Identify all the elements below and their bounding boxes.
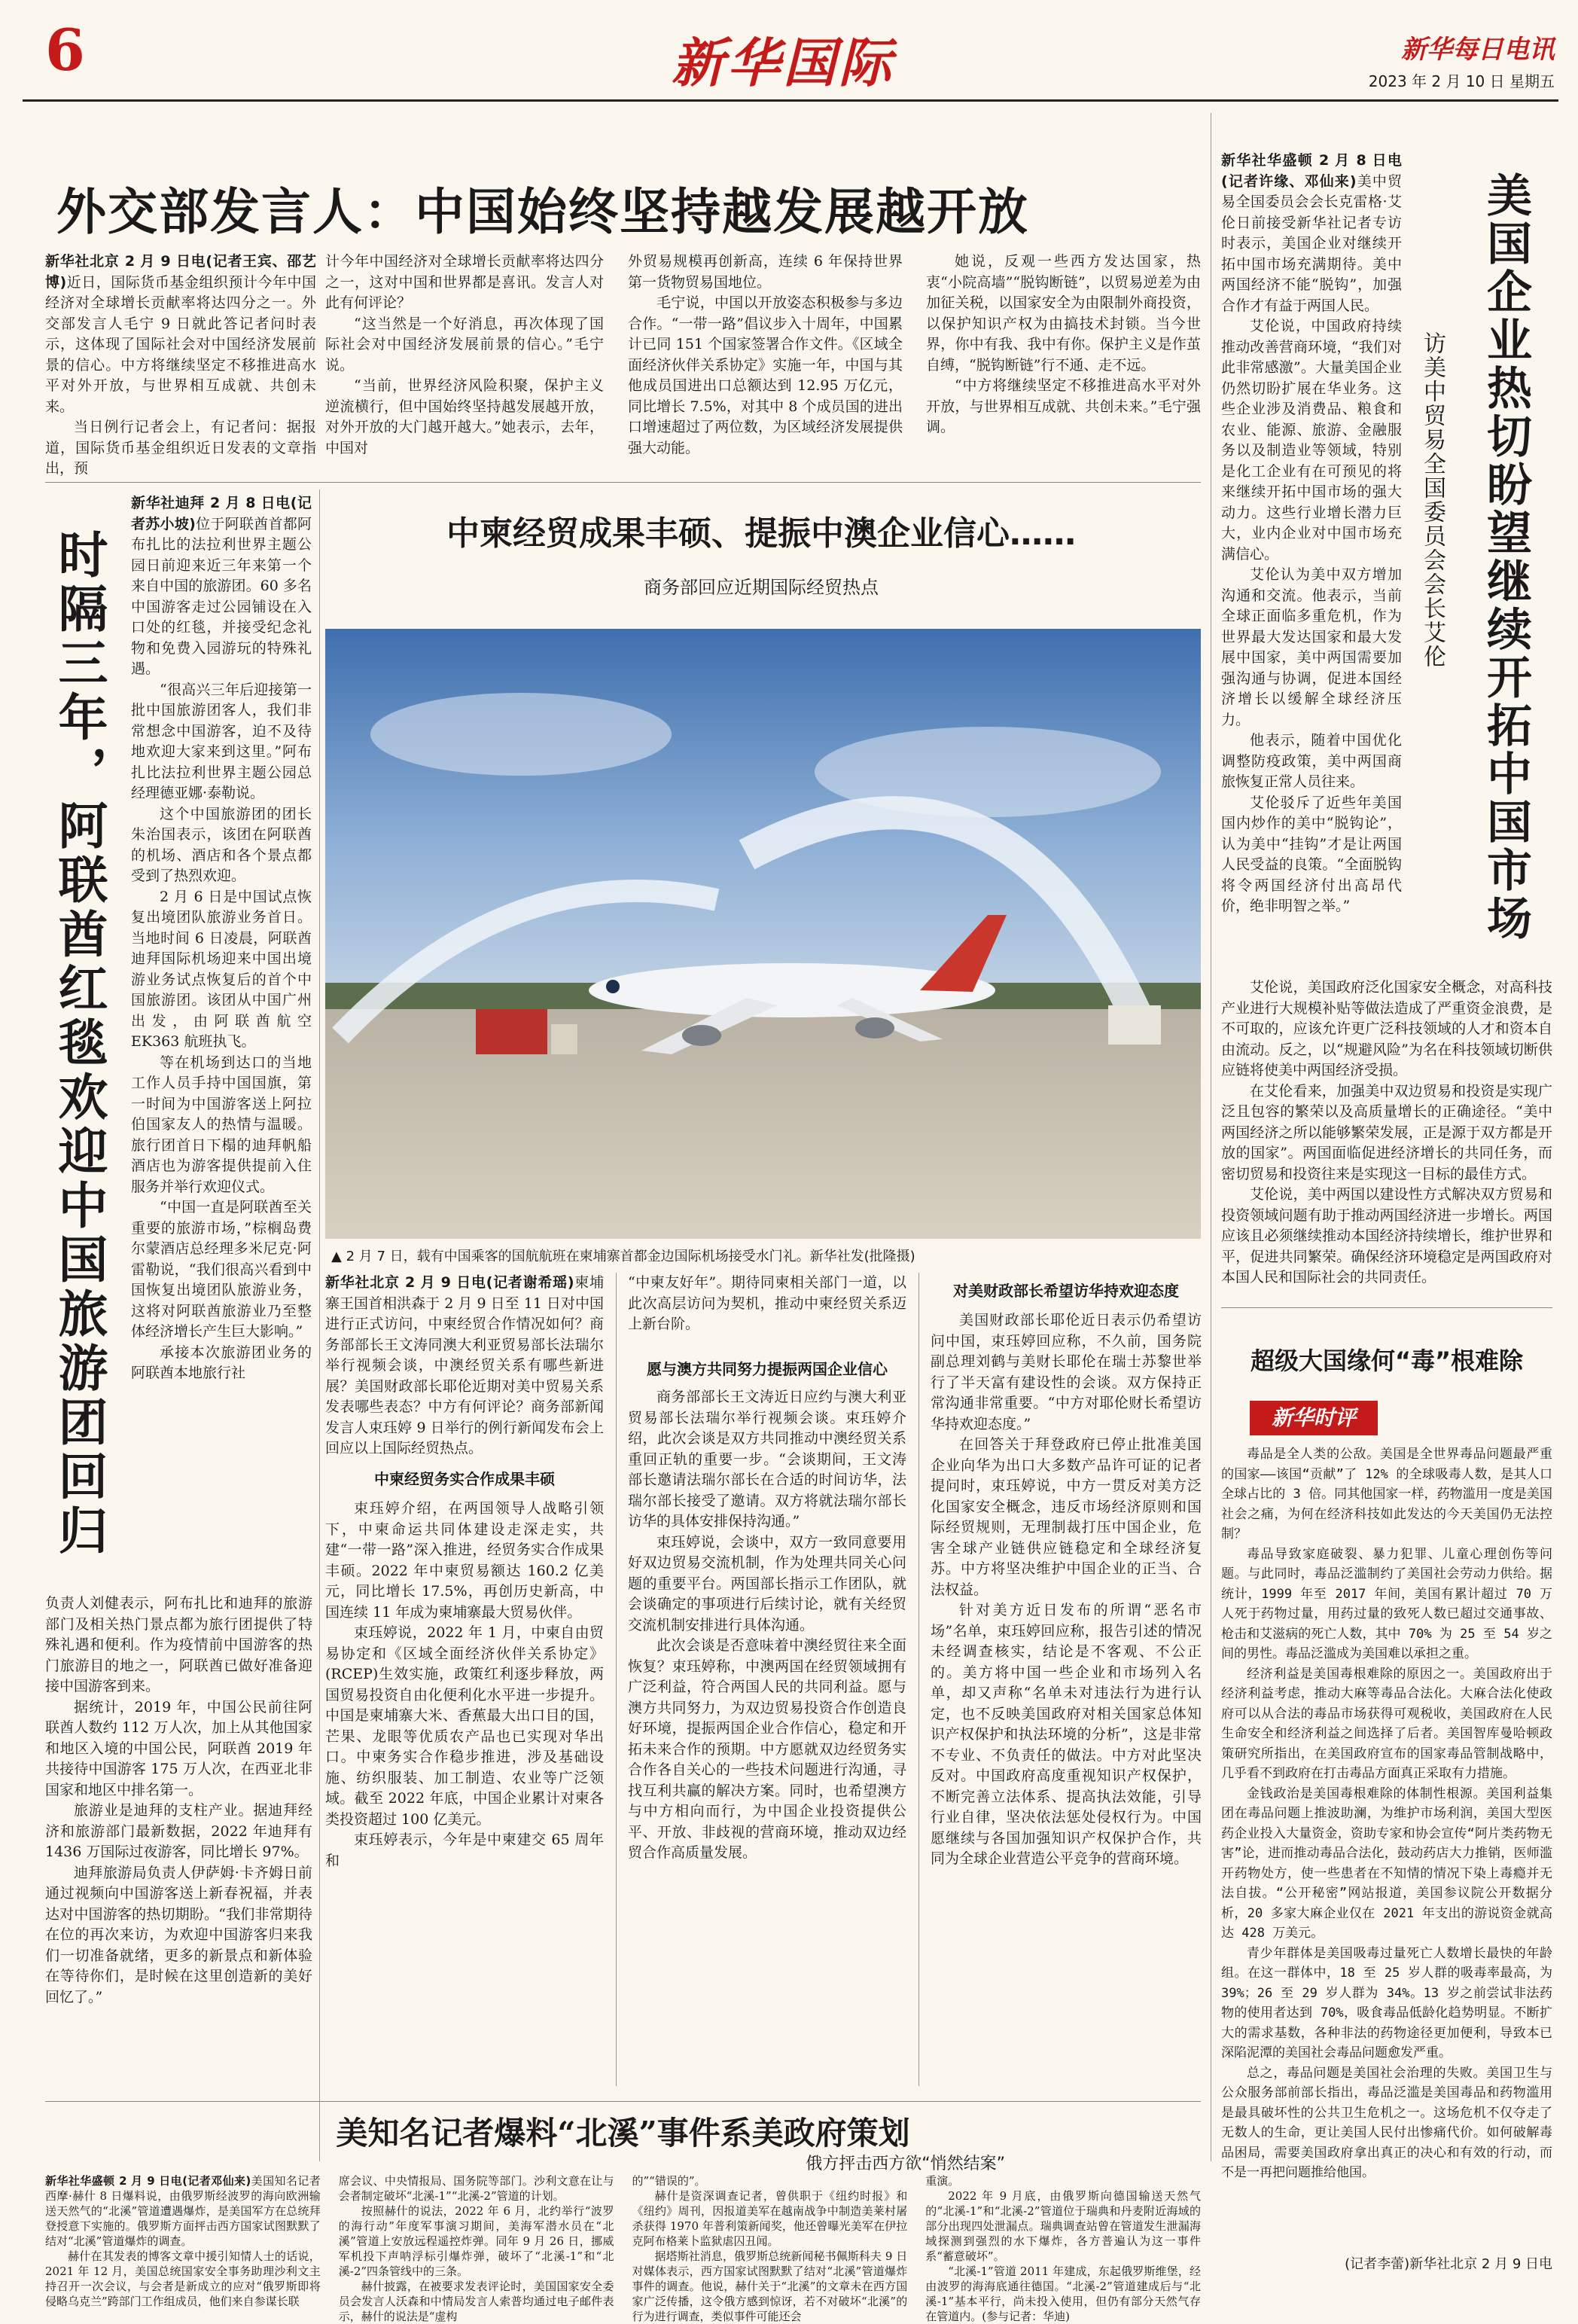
brand-logo: 新华每日电讯: [1401, 35, 1555, 65]
article-1-col1: [45, 252, 316, 477]
article-3-col1: [325, 1273, 604, 1456]
paragraph: 承接本次旅游团业务的阿联酋本地旅行社: [131, 1343, 312, 1381]
article-2-title: 时隔三年，阿联酋红毯欢迎中国旅游团回归: [50, 529, 108, 1559]
article-6-lead: 新华社华盛顿 2 月 9 日电(记者邓仙来): [45, 2174, 251, 2188]
article-3-title: 中柬经贸成果丰硕、提振中澳企业信心……: [446, 514, 1076, 553]
paragraph: 艾伦说，美中两国以建设性方式解决双方贸易和投资领域问题有助于推动两国经济进一步增长。两国应该且必须继续推动本国经济持续增长，维护世界和平，促进共同繁荣。确保经济环境稳定是两国政府对本国人民和国际社会的共同责任。: [1221, 1186, 1552, 1286]
paragraph: 艾伦说，美国政府泛化国家安全概念，对高科技产业进行大规模补贴等做法造成了严重资金浪费，是不可取的，应该允许更广泛科技领域的人才和资本自由流动。反之，以“规避风险”为名在科技领域切断供应链将使美中两国经济受损。: [1221, 979, 1552, 1078]
article-6: [45, 2109, 1201, 2323]
article-3-col3: [931, 1310, 1202, 2086]
paragraph: 重演。: [925, 2174, 960, 2188]
paragraph: 计今年中国经济对全球增长贡献率将达四分之一，这对中国和世界都是喜讯。发言人对此有何评论？: [325, 253, 604, 311]
paragraph: 外贸易规模再创新高，连续 6 年保持世界第一货物贸易国地位。: [628, 253, 903, 291]
paragraph: “当前，世界经济风险积聚，保护主义逆流横行，但中国始终坚持越发展越开放，对外开放的大门越开越大。”她表示，去年，中国对: [325, 377, 604, 456]
paragraph: 在艾伦看来，加强美中双边贸易和投资是实现广泛且包容的繁荣以及高质量增长的正确途径。“美中两国经济之所以能够繁荣发展，正是源于双方都是开放的国家”。两国面临促进经济增长的共同任务，而密切贸易和投资往来是实现这一目标的最佳方式。: [1221, 1082, 1552, 1182]
photo-caption: ▲ 2 月 7 日，载有中国乘客的国航航班在柬埔寨首都金边国际机场接受水门礼。新华社发(批隆摄): [331, 1249, 915, 1264]
paragraph: 赫什在其发表的博客文章中援引知情人士的话说，2021 年 12 月，美国总统国家安全事务助理沙利文主持召开一次会议，与会者是新成立的应对“俄罗斯即将侵略乌克兰”跨部门工作组成员，他们来自参谋长联: [45, 2249, 321, 2308]
article-3-lead: 新华社北京 2 月 9 日电(记者谢希瑶): [325, 1274, 574, 1291]
paragraph: 赫什披露，在被要求发表评论时，美国国家安全委员会发言人沃森和中情局发言人索普均通过电子邮件表示，赫什的说法是“虚构: [338, 2280, 614, 2323]
article-4-narrow: [1221, 151, 1402, 971]
paragraph: 负责人刘健表示，阿布扎比和迪拜的旅游部门及相关热门景点都为旅行团提供了特殊礼遇和便利。作为疫情前中国游客的热门旅游目的地之一，阿联酋已做好准备迎接中国游客到来。: [45, 1595, 312, 1694]
paragraph: 赫什是资深调查记者，曾供职于《纽约时报》和《纽约》周刊，因报道美军在越南战争中制造美莱村屠杀获得 1970 年普利策新闻奖，他还曾曝光美军在伊拉克阿布格莱卜监狱虐囚丑闻。: [632, 2189, 908, 2248]
article-5-title: 超级大国缘何“毒”根难除: [1250, 1347, 1524, 1375]
paragraph: 经济利益是美国毒根难除的原因之一。美国政府出于经济利益考虑，推动大麻等毒品合法化。大麻合法化使政府可以从合法的毒品市场获得可观税收，美国政府在人民生命安全和经济利益之间选择了后者。美国智库曼哈顿政策研究所指出，在美国政府宣布的国家毒品管制战略中，几乎看不到政府在打击毒品方面真正采取有力措施。: [1221, 1666, 1552, 1781]
paragraph: “中方将继续坚定不移推进高水平对外开放，与世界相互成就、共创未来。”毛宁强调。: [926, 377, 1201, 435]
paragraph: 青少年群体是美国吸毒过量死亡人数增长最快的年龄组。在这一群体中，18 至 25 岁人群的吸毒率最高，为 39%；26 至 29 岁人群为 34%。13 岁之前尝试非法药物的使用者达到 70%，吸食毒品低龄化趋势明显。不断扩大的需求基数，各种非法的药物途径更加便利，导致本已深陷泥潭的美国社会毒品问题愈发严重。: [1221, 1945, 1552, 2060]
divider: [45, 2101, 1201, 2102]
paragraph: 商务部部长王文涛近日应约与澳大利亚贸易部长法瑞尔举行视频会谈。束珏婷介绍，此次会谈是双方共同推动中澳经贸关系重回正轨的重要一步。“会谈期间，王文涛部长邀请法瑞尔部长在合适的时间访华，法瑞尔部长接受了邀请。双方将就法瑞尔部长访华的具体安排保持沟通。”: [628, 1389, 906, 1530]
article-1-col4: [926, 252, 1201, 470]
paragraph: 按照赫什的说法，2022 年 6 月，北约举行“波罗的海行动”年度军事演习期间，美海军潜水员在“北溪”管道上安放远程遥控炸弹。同年 9 月 26 日，挪威军机投下声呐浮标引爆炸弹，破坏了“北溪-1”和“北溪-2”四条管线中的三条。: [338, 2204, 614, 2278]
paragraph: 等在机场到达口的当地工作人员手持中国国旗，第一时间为中国游客送上阿拉伯国家友人的热情与温暖。旅行团首日下榻的迪拜帆船酒店也为游客提供提前入住服务并举行欢迎仪式。: [131, 1054, 312, 1195]
paragraph: 束珏婷表示，今年是中柬建交 65 周年和: [325, 1831, 604, 1869]
paragraph: 束珏婷介绍，在两国领导人战略引领下，中柬命运共同体建设走深走实，共建“一带一路”深入推进，经贸务实合作成果丰硕。2022 年中柬贸易额达 160.2 亿美元，同比增长 17.5%，再创历史新高，中国连续 11 年成为柬埔寨最大贸易伙伴。: [325, 1500, 604, 1621]
article-5-body: [1221, 1444, 1552, 2244]
paragraph: 的”“错误的”。: [632, 2174, 706, 2188]
paragraph: 艾伦说，中国政府持续推动改善营商环境，“我们对此非常感激”。大量美国企业仍然切盼扩展在华业务。这些企业涉及消费品、粮食和农业、能源、旅游、金融服务以及制造业等领域，特别是化工企业有在可预见的将来继续开拓中国市场的强大动力。这些行业增长潜力巨大，业内企业对中国市场充满信心。: [1221, 318, 1402, 563]
news-photo: [325, 629, 1201, 1239]
paragraph: 毛宁说，中国以开放姿态积极参与多边合作。“一带一路”倡议步入十周年，中国累计已同 151 个国家签署合作文件。《区域全面经济伙伴关系协定》实施一年，中国与其他成员国进出口总额达到 12.95 万亿元，同比增长 7.5%，对其中 8 个成员国的进出口增速超过了两位数，为区域经济发展提供强大动能。: [628, 294, 903, 456]
paragraph: 艾伦认为美中双方增加沟通和交流。他表示，当前全球正面临多重危机，作为世界最大发达国家和最大发展中国家，美中两国需要加强沟通与协调，促进本国经济增长以缓解全球经济压力。: [1221, 566, 1402, 728]
paragraph: “很高兴三年后迎接第一批中国旅游团客人，我们非常想念中国游客，迫不及待地欢迎大家来到这里。”阿布扎比法拉利世界主题公园总经理德亚娜·泰勒说。: [131, 681, 312, 801]
divider: [45, 482, 1201, 483]
paragraph: “这当然是一个好消息，再次体现了国际社会对中国经济发展前景的信心。”毛宁说。: [325, 315, 604, 374]
paragraph: 金钱政治是美国毒根难除的体制性根源。美国利益集团在毒品问题上推波助澜，为维护市场利润，美国大型医药企业投入大量资金，资助专家和协会宣传“阿片类药物无害”论，进而推动毒品合法化，鼓动药店大力推销，医师滥开药物处方，使一些患者在不知情的情况下染上毒瘾并无法自拔。“公开秘密”网站报道，美国参议院公开数据分析，20 多家大麻企业仅在 2021 年支出的游说资金就高达 428 万美元。: [1221, 1786, 1552, 1941]
section-logo: 新华国际: [672, 32, 894, 94]
article-4-wide: [1221, 977, 1552, 1297]
divider: [319, 490, 320, 2161]
paragraph: 他表示，随着中国优化调整防疫政策，美中两国商旅恢复正常人员往来。: [1221, 732, 1402, 790]
divider: [918, 1273, 919, 2086]
subheading-us-treasury: 对美财政部长希望访华持欢迎态度: [953, 1282, 1179, 1300]
paragraph: 2 月 6 日是中国试点恢复出境团队旅游业务首日。当地时间 6 日凌晨，阿联酋迪拜国际机场迎来中国出境游业务试点恢复后的首个中国旅游团。该团从中国广州出发，由阿联酋航空 EK363 航班执飞。: [131, 888, 312, 1050]
article-1-lead: 新华社北京 2 月 9 日电(记者王宾、邵艺博): [45, 253, 316, 291]
paragraph: 艾伦驳斥了近些年美国国内炒作的美中“脱钩论”，认为美中“挂钩”才是让两国人民受益的良策。“全面脱钩将令两国经济付出高昂代价，绝非明智之举。”: [1221, 794, 1402, 914]
article-3-col2b: [628, 1387, 906, 2088]
article-3-col1b: [325, 1499, 604, 2086]
subheading-cambodia: 中柬经贸务实合作成果丰硕: [374, 1470, 555, 1488]
paragraph: “北溪-1”管道 2011 年建成，东起俄罗斯维堡，经由波罗的海海底通往德国。“北溪-2”管道建成后与“北溪-1”基本平行，尚未投入使用，但仍有部分天然气存在管道内。(参与记者：华迪): [925, 2265, 1201, 2323]
paragraph: 柬埔寨王国首相洪森于 2 月 9 日至 11 日对中国进行正式访问，中柬经贸合作情况如何？商务部部长王文涛同澳大利亚贸易部长法瑞尔举行视频会谈，中澳经贸关系有哪些新进展？美国财政部长耶伦近期对美中贸易关系发表哪些表态？中方有何评论？商务部新闻发言人束珏婷 9 日举行的例行新闻发布会上回应以上国际经贸热点。: [325, 1274, 604, 1456]
article-6-col2: [338, 2173, 614, 2323]
paragraph: 迪拜旅游局负责人伊萨姆·卡齐姆日前通过视频向中国游客送上新春祝福，并表达对中国游客的热切期盼。“我们非常期待在位的再次来访，为欢迎中国游客归来我们一切准备就绪，更多的新景点和新体验在等待你们，是时候在这里创造新的美好回忆了。”: [45, 1864, 312, 2005]
article-1-col2: [325, 252, 604, 470]
article-4-lead: 新华社华盛顿 2 月 8 日电(记者许缘、邓仙来): [1221, 152, 1402, 190]
paragraph: 总之，毒品问题是美国社会治理的失败。美国卫生与公众服务部前部长指出，毒品泛滥是美国毒品和药物滥用是最具破坏性的公共卫生危机之一。这场危机不仅夺走了无数人的生命，更让美国人民付出惨痛代价。如何破解毒品困局，需要美国政府拿出真正的决心和有效的行动，而不是一再把问题推给他国。: [1221, 2065, 1552, 2180]
paragraph: 毒品导致家庭破裂、暴力犯罪、儿童心理创伤等问题。与此同时，毒品泛滥制约了美国社会劳动力供给。据统计，1999 年至 2017 年间，美国有累计超过 70 万人死于药物过量，用药过量的致死人数已超过交通事故、枪击和艾滋病的死亡人数，其中 70% 为 25 至 54 岁之间的男性。毒品泛滥成为美国难以承担之重。: [1221, 1546, 1552, 1661]
date-line: 2023 年 2 月 10 日 星期五: [1368, 72, 1555, 90]
paragraph: 她说，反观一些西方发达国家，热衷“小院高墙”“脱钩断链”，以贸易逆差为由加征关税，以国家安全为由限制外商投资，以保护知识产权为由搞技术封锁。当今世界，你中有我、我中有你。保护主义是作茧自缚，“脱钩断链”行不通、走不远。: [926, 253, 1201, 374]
subheading-australia: 愿与澳方共同努力提振两国企业信心: [647, 1360, 888, 1378]
article-4-subtitle: 访美中贸易全国委员会会长艾伦: [1419, 331, 1445, 669]
article-4-title: 美国企业热切盼望继续开拓中国市场: [1479, 172, 1532, 943]
water-salute-airplane-photo: [325, 629, 1201, 1239]
article-1-col3: [628, 252, 903, 470]
paragraph: 在回答关于拜登政府已停止批准美国企业向华为出口大多数产品许可证的记者提问时，束珏婷说，中方一贯反对美方泛化国家安全概念，违反市场经济原则和国际经贸规则，无理制裁打压中国企业，危害全球产业链供应链稳定和全球经济复苏。中方将坚决维护中国企业的正当、合法权益。: [931, 1436, 1202, 1598]
paragraph: 束珏婷说，2022 年 1 月，中柬自由贸易协定和《区域全面经济伙伴关系协定》(RCEP)生效实施，政策红利逐步释放，两国贸易投资自由化便利化水平进一步提升。中国是柬埔寨大米、香蕉最大出口目的国，芒果、龙眼等优质农产品也已实现对华出口。中柬务实合作稳步推进，涉及基础设施、纺织服装、加工制造、农业等广泛领域。截至 2022 年底，中国企业累计对柬各类投资超过 100 亿美元。: [325, 1624, 604, 1828]
paragraph: “中柬友好年”。期待同柬相关部门一道，以此次高层访问为契机，推动中柬经贸关系迈上新台阶。: [628, 1274, 906, 1332]
paragraph: 据塔斯社消息，俄罗斯总统新闻秘书佩斯科夫 9 日对媒体表示，西方国家试图默默了结对“北溪”管道爆炸事件的调查。他说，赫什关于“北溪”的文章未在西方国家广泛传播，这令俄方感到惊讶，若不对破坏“北溪”的行为进行调查，类似事件可能还会: [632, 2249, 908, 2323]
article-6-heading: 美知名记者爆料“北溪”事件系美政府策划: [336, 2115, 910, 2152]
commentary-tag: 新华时评: [1250, 1401, 1378, 1435]
paragraph: 美国财政部长耶伦近日表示仍希望访问中国，束珏婷回应称，不久前，国务院副总理刘鹤与美财长耶伦在瑞士苏黎世举行了半天富有建设性的会谈。双方保持正常沟通非常重要。“中方对耶伦财长希望访华持欢迎态度。”: [931, 1312, 1202, 1432]
article-6-col1: [45, 2173, 321, 2308]
article-6-subtitle: 俄方抨击西方欲“悄然结案”: [806, 2155, 1005, 2173]
article-2-wide: [45, 1594, 312, 2151]
article-3-col2: [628, 1273, 906, 1344]
divider: [1221, 1307, 1552, 1308]
paragraph: 近日，国际货币基金组织预计今年中国经济对全球增长贡献率将达四分之一。外交部发言人毛宁 9 日就此答记者问时表示，这体现了国际社会对中国经济发展前景的信心。中方将继续坚定不移推进高水平对外开放，与世界相互成就、共创未来。: [45, 273, 316, 415]
paragraph: 美中贸易全国委员会会长克雷格·艾伦日前接受新华社记者专访时表示，美国企业对继续开拓中国市场充满期待。美中两国经济不能“脱钩”，加强合作才有益于两国人民。: [1221, 172, 1402, 314]
paragraph: 这个中国旅游团的团长朱治国表示，该团在阿联酋的机场、酒店和各个景点都受到了热烈欢迎。: [131, 805, 312, 884]
article-2-narrow: [131, 493, 312, 1585]
article-3-subtitle: 商务部回应近期国际经贸热点: [644, 577, 879, 598]
paragraph: 2022 年 9 月底，由俄罗斯向德国输送天然气的“北溪-1”和“北溪-2”管道位于瑞典和丹麦附近海域的部分出现四处泄漏点。瑞典调查站曾在管道发生泄漏海域探测到强烈的水下爆炸，各方普遍认为这一事件系“蓄意破坏”。: [925, 2189, 1201, 2263]
paragraph: 旅游业是迪拜的支柱产业。据迪拜经济和旅游部门最新数据，2022 年迪拜有 1436 万国际过夜游客，同比增长 97%。: [45, 1802, 312, 1860]
article-2-lead: 新华社迪拜 2 月 8 日电(记者苏小坡): [131, 495, 312, 532]
paragraph: 位于阿联酋首都阿布扎比的法拉利世界主题公园日前迎来近三年来第一个来自中国的旅游团。60 多名中国游客走过公园铺设在入口处的红毯，并接受纪念礼物和免费入园游玩的特殊礼遇。: [131, 515, 312, 677]
paragraph: 席会议、中央情报局、国务院等部门。沙利文意在让与会者制定破坏“北溪-1”“北溪-2”管道的计划。: [338, 2174, 614, 2203]
article-6-columns: [45, 2173, 1201, 2323]
paragraph: 针对美方近日发布的所谓“恶名市场”名单，束珏婷回应称，报告引述的情况未经调查核实，结论是不客观、不公正的。美方将中国一些企业和市场列入名单，却又声称“名单未对违法行为进行认定，也不反映美国政府对相关国家总体知识产权保护和执法环境的分析”，这是非常不专业、不负责任的做法。中方对此坚决反对。中国政府高度重视知识产权保护，不断完善立法体系、提高执法效能，引导行业自律，坚决依法惩处侵权行为。中国愿继续与各国加强知识产权保护合作，共同为全球企业营造公平竞争的营商环境。: [931, 1602, 1202, 1867]
paragraph: 此次会谈是否意味着中澳经贸往来全面恢复？束珏婷称，中澳两国在经贸领域拥有广泛利益，符合两国人民的共同利益。愿与澳方共同努力，为双边贸易投资合作创造良好环境，提振两国企业合作信心，稳定和开拓未来合作的预期。中方愿就双边经贸务实合作各自关心的一些技术问题进行沟通，寻找互利共赢的解决方案。同时，也希望澳方与中方相向而行，为中国企业投资提供公平、开放、非歧视的营商环境，推动双边经贸合作高质量发展。: [628, 1637, 906, 1861]
article-5-byline: (记者李蕾)新华社北京 2 月 9 日电: [1345, 2256, 1552, 2272]
article-1-title: 外交部发言人：中国始终坚持越发展越开放: [56, 183, 1029, 241]
article-6-col3: [632, 2173, 908, 2323]
paragraph: 美国知名记者西摩·赫什 8 日爆料说，由俄罗斯经波罗的海向欧洲输送天然气的“北溪”管道遭遇爆炸，是美国军方在总统拜登授意下实施的。俄罗斯方面抨击西方国家试图默默了结对“北溪”管道爆炸的调查。: [45, 2174, 321, 2248]
paragraph: 当日例行记者会上，有记者问：据报道，国际货币基金组织近日发表的文章指出，预: [45, 419, 316, 477]
article-6-col4: [925, 2173, 1201, 2323]
paragraph: 毒品是全人类的公敌。美国是全世界毒品问题最严重的国家——该国“贡献”了 12% 的全球吸毒人数，是其人口全球占比的 3 倍。同其他国家一样，药物滥用一度是美国社会之痛，为何在经济科技如此发达的今天美国仍无法控制？: [1221, 1447, 1552, 1542]
paragraph: 据统计，2019 年，中国公民前往阿联酋人数约 112 万人次，加上从其他国家和地区入境的中国公民，阿联酋 2019 年共接待中国游客 175 万人次，在西亚北非国家和地区中排名第一。: [45, 1698, 312, 1798]
divider: [616, 1273, 617, 2086]
page-number: 6: [45, 17, 85, 84]
paragraph: 束珏婷说，会谈中，双方一致同意要用好双边贸易交流机制，作为处理共同关心问题的重要平台。两国部长指示工作团队，就会谈确定的事项进行后续讨论，就有关经贸交流机制安排进行具体沟通。: [628, 1533, 906, 1633]
header-rule: [23, 99, 1558, 102]
paragraph: “中国一直是阿联酋至关重要的旅游市场，”棕榈岛费尔蒙酒店总经理多米尼克·阿雷勒说，“我们很高兴看到中国恢复出境团队旅游业务，这将对阿联酋旅游业乃至整体经济增长产生巨大影响。”: [131, 1199, 312, 1340]
